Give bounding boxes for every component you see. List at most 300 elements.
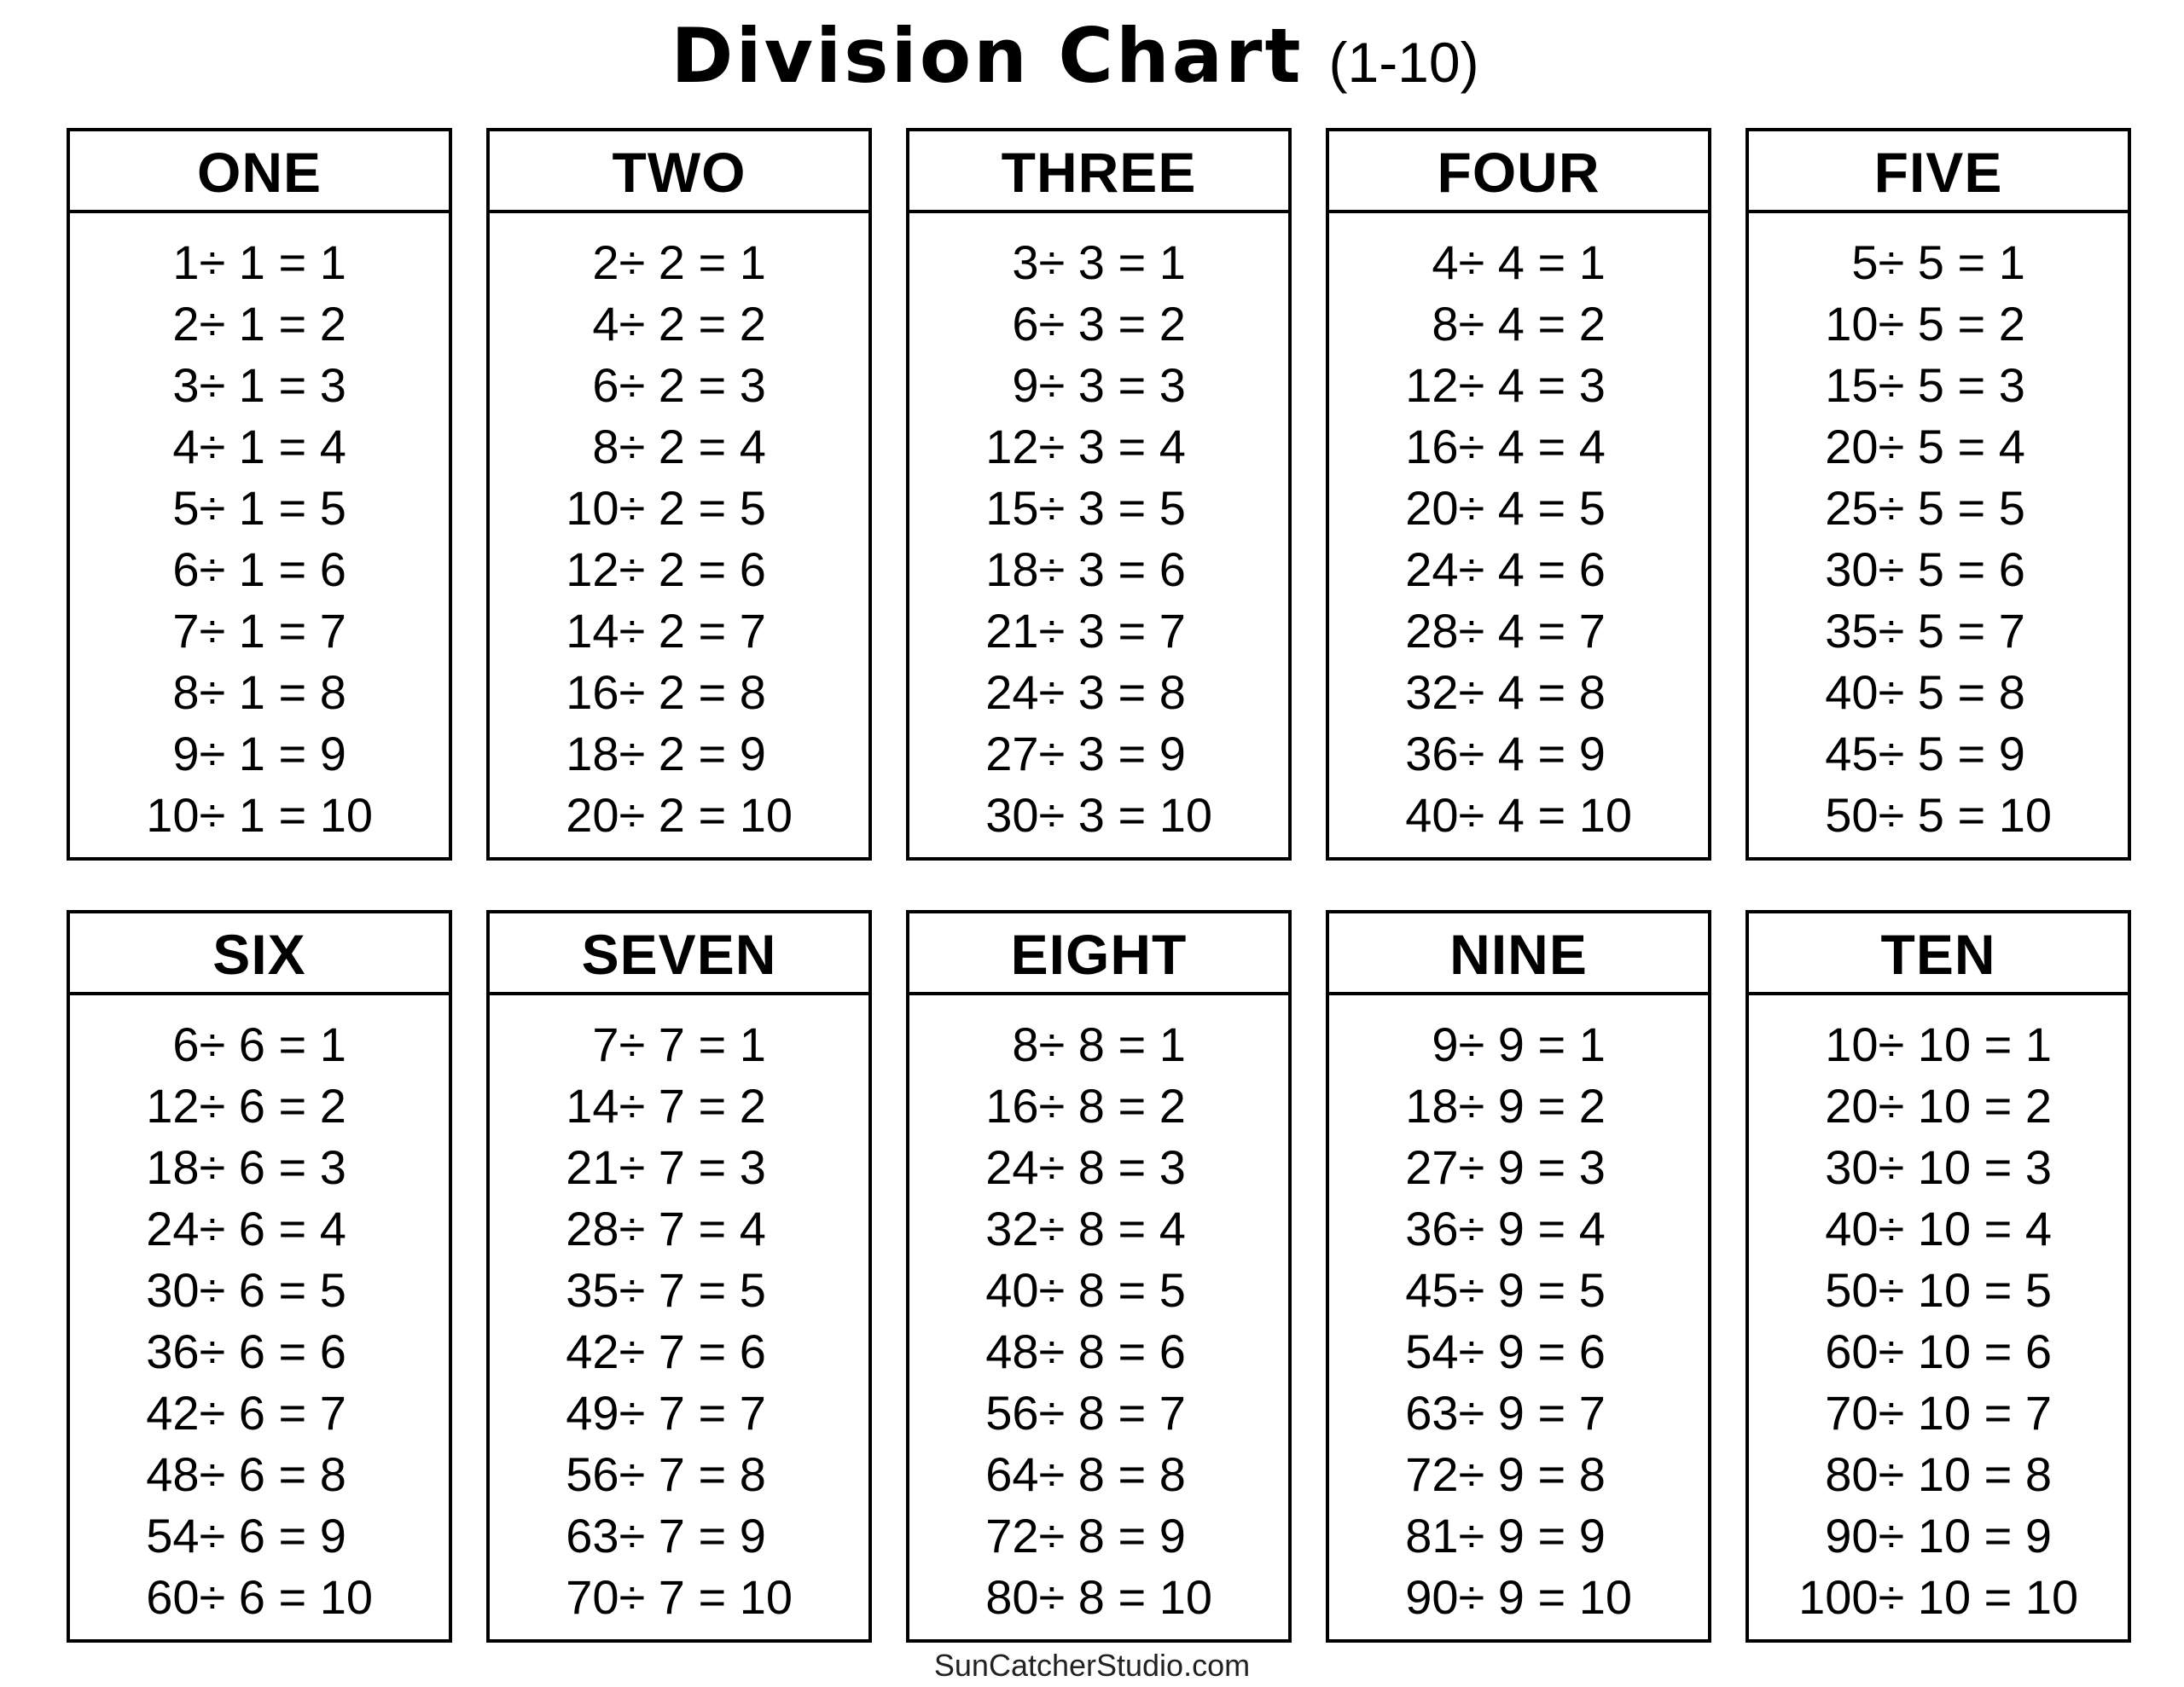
divisor-and-quotient: ÷ 3 = 6 — [1038, 542, 1186, 596]
divisor-and-quotient: ÷ 4 = 3 — [1458, 358, 1606, 412]
division-fact — [1405, 293, 1633, 355]
division-fact — [1405, 1260, 1633, 1321]
division-fact — [1405, 1567, 1633, 1628]
dividend: 5 — [172, 481, 200, 535]
divisor-and-quotient: ÷ 8 = 7 — [1038, 1386, 1186, 1440]
division-fact — [1798, 1260, 2079, 1321]
dividend: 21 — [985, 604, 1039, 658]
dividend: 5 — [1851, 235, 1879, 289]
divisor-and-quotient: ÷ 4 = 5 — [1458, 481, 1606, 535]
dividend: 16 — [1405, 420, 1459, 473]
division-fact — [146, 355, 374, 416]
division-fact — [985, 785, 1213, 846]
fact-list — [985, 232, 1213, 857]
divisor-and-quotient: ÷ 7 = 10 — [619, 1570, 793, 1624]
dividend: 50 — [1825, 788, 1879, 842]
divisor-and-quotient: ÷ 9 = 7 — [1458, 1386, 1606, 1440]
dividend: 10 — [1825, 297, 1879, 351]
dividend: 12 — [146, 1079, 200, 1133]
divisor-and-quotient: ÷ 1 = 8 — [199, 665, 346, 719]
dividend: 72 — [1405, 1447, 1459, 1501]
divisor-and-quotient: ÷ 10 = 9 — [1878, 1509, 2053, 1562]
division-fact — [1405, 539, 1633, 600]
divisor-and-quotient: ÷ 2 = 6 — [619, 542, 766, 596]
division-fact — [1405, 416, 1633, 478]
dividend: 20 — [1405, 481, 1459, 535]
division-fact — [985, 1383, 1213, 1444]
dividend: 27 — [1405, 1140, 1459, 1194]
division-fact — [985, 1137, 1213, 1198]
dividend: 10 — [146, 788, 200, 842]
division-fact — [1405, 723, 1633, 785]
divisor-and-quotient: ÷ 1 = 10 — [199, 788, 374, 842]
table-heading: FOUR — [1329, 131, 1708, 213]
division-fact — [985, 232, 1213, 293]
dividend: 90 — [1825, 1509, 1879, 1562]
fact-list — [146, 232, 374, 857]
divisor-and-quotient: ÷ 3 = 9 — [1038, 727, 1186, 780]
divisor-and-quotient: ÷ 1 = 7 — [199, 604, 346, 658]
dividend: 54 — [146, 1509, 200, 1562]
divisor-and-quotient: ÷ 6 = 8 — [199, 1447, 346, 1501]
division-fact — [146, 539, 374, 600]
dividend: 12 — [566, 542, 619, 596]
division-fact — [566, 600, 793, 662]
division-fact — [1825, 785, 2053, 846]
divisor-and-quotient: ÷ 2 = 5 — [619, 481, 766, 535]
divisor-and-quotient: ÷ 9 = 10 — [1458, 1570, 1633, 1624]
dividend: 20 — [566, 788, 619, 842]
divisor-and-quotient: ÷ 5 = 9 — [1878, 727, 2025, 780]
dividend: 2 — [592, 235, 619, 289]
division-fact — [146, 1014, 374, 1075]
dividend: 24 — [985, 1140, 1039, 1194]
division-fact — [1825, 293, 2053, 355]
divisor-and-quotient: ÷ 2 = 7 — [619, 604, 766, 658]
table-heading: FIVE — [1749, 131, 2128, 213]
divisor-and-quotient: ÷ 2 = 8 — [619, 665, 766, 719]
dividend: 36 — [1405, 727, 1459, 780]
divisor-and-quotient: ÷ 9 = 3 — [1458, 1140, 1606, 1194]
divisor-and-quotient: ÷ 4 = 10 — [1458, 788, 1633, 842]
fact-list — [985, 1014, 1213, 1639]
division-fact — [985, 416, 1213, 478]
divisor-and-quotient: ÷ 2 = 10 — [619, 788, 793, 842]
division-fact — [1798, 1075, 2079, 1137]
division-fact — [1798, 1137, 2079, 1198]
division-table-seven — [486, 910, 872, 1643]
division-fact — [1405, 478, 1633, 539]
divisor-and-quotient: ÷ 5 = 3 — [1878, 358, 2025, 412]
divisor-and-quotient: ÷ 7 = 1 — [619, 1017, 766, 1071]
divisor-and-quotient: ÷ 8 = 9 — [1038, 1509, 1186, 1562]
divisor-and-quotient: ÷ 7 = 4 — [619, 1202, 766, 1255]
dividend: 36 — [1405, 1202, 1459, 1255]
dividend: 64 — [985, 1447, 1039, 1501]
division-fact — [566, 1505, 793, 1567]
dividend: 49 — [566, 1386, 619, 1440]
division-fact — [566, 1444, 793, 1505]
divisor-and-quotient: ÷ 10 = 4 — [1878, 1202, 2053, 1255]
table-heading: ONE — [70, 131, 449, 213]
dividend: 15 — [1825, 358, 1879, 412]
division-fact — [146, 232, 374, 293]
division-table-two — [486, 128, 872, 861]
dividend: 7 — [592, 1017, 619, 1071]
division-fact — [566, 1383, 793, 1444]
dividend: 10 — [566, 481, 619, 535]
divisor-and-quotient: ÷ 4 = 8 — [1458, 665, 1606, 719]
dividend: 63 — [566, 1509, 619, 1562]
dividend: 4 — [172, 420, 200, 473]
dividend: 24 — [985, 665, 1039, 719]
division-fact — [1825, 478, 2053, 539]
divisor-and-quotient: ÷ 3 = 2 — [1038, 297, 1186, 351]
dividend: 50 — [1825, 1263, 1879, 1317]
division-fact — [1798, 1444, 2079, 1505]
dividend: 24 — [146, 1202, 200, 1255]
division-fact — [146, 1321, 374, 1383]
divisor-and-quotient: ÷ 1 = 9 — [199, 727, 346, 780]
divisor-and-quotient: ÷ 2 = 1 — [619, 235, 766, 289]
divisor-and-quotient: ÷ 3 = 7 — [1038, 604, 1186, 658]
dividend: 6 — [1012, 297, 1039, 351]
division-fact — [1405, 600, 1633, 662]
divisor-and-quotient: ÷ 7 = 9 — [619, 1509, 766, 1562]
dividend: 27 — [985, 727, 1039, 780]
dividend: 10 — [1825, 1017, 1879, 1071]
division-fact — [566, 539, 793, 600]
division-fact — [985, 723, 1213, 785]
divisor-and-quotient: ÷ 10 = 5 — [1878, 1263, 2053, 1317]
divisor-and-quotient: ÷ 6 = 4 — [199, 1202, 346, 1255]
division-fact — [146, 1198, 374, 1260]
division-table-ten — [1745, 910, 2131, 1643]
divisor-and-quotient: ÷ 10 = 7 — [1878, 1386, 2053, 1440]
division-fact — [146, 785, 374, 846]
divisor-and-quotient: ÷ 3 = 8 — [1038, 665, 1186, 719]
divisor-and-quotient: ÷ 6 = 1 — [199, 1017, 346, 1071]
table-heading: TWO — [490, 131, 868, 213]
division-fact — [985, 1014, 1213, 1075]
footer-credit: SunCatcherStudio.com — [933, 1648, 1251, 1683]
division-fact — [146, 723, 374, 785]
divisor-and-quotient: ÷ 7 = 8 — [619, 1447, 766, 1501]
division-fact — [566, 1321, 793, 1383]
division-fact — [566, 1075, 793, 1137]
division-fact — [146, 1505, 374, 1567]
divisor-and-quotient: ÷ 7 = 2 — [619, 1079, 766, 1133]
division-fact — [1825, 662, 2053, 723]
dividend: 30 — [1825, 542, 1879, 596]
dividend: 32 — [1405, 665, 1459, 719]
dividend: 8 — [592, 420, 619, 473]
division-fact — [146, 662, 374, 723]
dividend: 54 — [1405, 1325, 1459, 1378]
divisor-and-quotient: ÷ 1 = 1 — [199, 235, 346, 289]
dividend: 28 — [1405, 604, 1459, 658]
division-fact — [1405, 662, 1633, 723]
dividend: 100 — [1798, 1570, 1879, 1624]
division-fact — [146, 1444, 374, 1505]
dividend: 18 — [146, 1140, 200, 1194]
divisor-and-quotient: ÷ 1 = 6 — [199, 542, 346, 596]
dividend: 72 — [985, 1509, 1039, 1562]
dividend: 28 — [566, 1202, 619, 1255]
division-fact — [1798, 1505, 2079, 1567]
division-fact — [566, 1198, 793, 1260]
dividend: 40 — [985, 1263, 1039, 1317]
divisor-and-quotient: ÷ 7 = 3 — [619, 1140, 766, 1194]
divisor-and-quotient: ÷ 3 = 5 — [1038, 481, 1186, 535]
division-fact — [1405, 1137, 1633, 1198]
dividend: 30 — [985, 788, 1039, 842]
table-heading: SIX — [70, 913, 449, 995]
divisor-and-quotient: ÷ 8 = 3 — [1038, 1140, 1186, 1194]
division-fact — [1798, 1014, 2079, 1075]
divisor-and-quotient: ÷ 1 = 2 — [199, 297, 346, 351]
divisor-and-quotient: ÷ 8 = 5 — [1038, 1263, 1186, 1317]
division-fact — [146, 1383, 374, 1444]
division-fact — [146, 1137, 374, 1198]
divisor-and-quotient: ÷ 1 = 4 — [199, 420, 346, 473]
division-fact — [566, 293, 793, 355]
dividend: 56 — [985, 1386, 1039, 1440]
dividend: 3 — [172, 358, 200, 412]
division-fact — [985, 1567, 1213, 1628]
divisor-and-quotient: ÷ 5 = 2 — [1878, 297, 2025, 351]
dividend: 20 — [1825, 1079, 1879, 1133]
division-fact — [985, 1198, 1213, 1260]
page-title — [0, 12, 2184, 100]
division-table-six — [67, 910, 452, 1643]
divisor-and-quotient: ÷ 5 = 1 — [1878, 235, 2025, 289]
divisor-and-quotient: ÷ 5 = 5 — [1878, 481, 2025, 535]
dividend: 48 — [146, 1447, 200, 1501]
division-fact — [1405, 1014, 1633, 1075]
divisor-and-quotient: ÷ 2 = 3 — [619, 358, 766, 412]
divisor-and-quotient: ÷ 6 = 2 — [199, 1079, 346, 1133]
divisor-and-quotient: ÷ 9 = 6 — [1458, 1325, 1606, 1378]
division-fact — [566, 1260, 793, 1321]
division-fact — [985, 355, 1213, 416]
dividend: 24 — [1405, 542, 1459, 596]
division-fact — [146, 1567, 374, 1628]
divisor-and-quotient: ÷ 10 = 3 — [1878, 1140, 2053, 1194]
dividend: 81 — [1405, 1509, 1459, 1562]
divisor-and-quotient: ÷ 6 = 5 — [199, 1263, 346, 1317]
fact-list — [1405, 1014, 1633, 1639]
dividend: 8 — [1012, 1017, 1039, 1071]
divisor-and-quotient: ÷ 4 = 1 — [1458, 235, 1606, 289]
fact-list — [1798, 1014, 2079, 1639]
division-fact — [985, 662, 1213, 723]
dividend: 60 — [1825, 1325, 1879, 1378]
divisor-and-quotient: ÷ 1 = 5 — [199, 481, 346, 535]
dividend: 8 — [172, 665, 200, 719]
division-fact — [1405, 1198, 1633, 1260]
divisor-and-quotient: ÷ 4 = 4 — [1458, 420, 1606, 473]
division-table-one — [67, 128, 452, 861]
dividend: 60 — [146, 1570, 200, 1624]
dividend: 40 — [1825, 1202, 1879, 1255]
divisor-and-quotient: ÷ 10 = 8 — [1878, 1447, 2053, 1501]
title-main: Division Chart — [671, 12, 1304, 100]
divisor-and-quotient: ÷ 7 = 5 — [619, 1263, 766, 1317]
divisor-and-quotient: ÷ 2 = 2 — [619, 297, 766, 351]
division-fact — [146, 416, 374, 478]
division-table-five — [1745, 128, 2131, 861]
divisor-and-quotient: ÷ 8 = 4 — [1038, 1202, 1186, 1255]
divisor-and-quotient: ÷ 10 = 2 — [1878, 1079, 2053, 1133]
division-fact — [566, 723, 793, 785]
divisor-and-quotient: ÷ 5 = 10 — [1878, 788, 2053, 842]
divisor-and-quotient: ÷ 6 = 6 — [199, 1325, 346, 1378]
division-fact — [1798, 1198, 2079, 1260]
divisor-and-quotient: ÷ 4 = 7 — [1458, 604, 1606, 658]
fact-list — [1405, 232, 1633, 857]
dividend: 14 — [566, 1079, 619, 1133]
division-table-three — [906, 128, 1292, 861]
division-fact — [566, 1014, 793, 1075]
dividend: 80 — [985, 1570, 1039, 1624]
dividend: 25 — [1825, 481, 1879, 535]
divisor-and-quotient: ÷ 9 = 5 — [1458, 1263, 1606, 1317]
divisor-and-quotient: ÷ 8 = 10 — [1038, 1570, 1213, 1624]
dividend: 12 — [1405, 358, 1459, 412]
division-tables-grid — [67, 128, 2131, 1643]
table-heading: THREE — [909, 131, 1288, 213]
division-fact — [1825, 600, 2053, 662]
division-fact — [985, 539, 1213, 600]
dividend: 45 — [1405, 1263, 1459, 1317]
division-fact — [146, 478, 374, 539]
dividend: 32 — [985, 1202, 1039, 1255]
dividend: 30 — [1825, 1140, 1879, 1194]
divisor-and-quotient: ÷ 10 = 1 — [1878, 1017, 2053, 1071]
division-fact — [566, 416, 793, 478]
dividend: 42 — [566, 1325, 619, 1378]
division-table-eight — [906, 910, 1292, 1643]
division-fact — [1825, 723, 2053, 785]
division-fact — [146, 1075, 374, 1137]
dividend: 90 — [1405, 1570, 1459, 1624]
division-fact — [1798, 1321, 2079, 1383]
dividend: 12 — [985, 420, 1039, 473]
fact-list — [146, 1014, 374, 1639]
dividend: 1 — [172, 235, 200, 289]
dividend: 9 — [172, 727, 200, 780]
divisor-and-quotient: ÷ 6 = 7 — [199, 1386, 346, 1440]
division-fact — [1405, 785, 1633, 846]
division-fact — [1405, 1383, 1633, 1444]
divisor-and-quotient: ÷ 2 = 9 — [619, 727, 766, 780]
division-fact — [985, 600, 1213, 662]
divisor-and-quotient: ÷ 3 = 3 — [1038, 358, 1186, 412]
dividend: 42 — [146, 1386, 200, 1440]
dividend: 56 — [566, 1447, 619, 1501]
dividend: 9 — [1432, 1017, 1459, 1071]
dividend: 16 — [566, 665, 619, 719]
dividend: 4 — [592, 297, 619, 351]
division-fact — [1798, 1567, 2079, 1628]
dividend: 63 — [1405, 1386, 1459, 1440]
divisor-and-quotient: ÷ 9 = 9 — [1458, 1509, 1606, 1562]
dividend: 7 — [172, 604, 200, 658]
dividend: 6 — [172, 1017, 200, 1071]
dividend: 9 — [1012, 358, 1039, 412]
divisor-and-quotient: ÷ 7 = 6 — [619, 1325, 766, 1378]
divisor-and-quotient: ÷ 6 = 10 — [199, 1570, 374, 1624]
divisor-and-quotient: ÷ 5 = 7 — [1878, 604, 2025, 658]
division-fact — [566, 662, 793, 723]
divisor-and-quotient: ÷ 8 = 6 — [1038, 1325, 1186, 1378]
table-heading: SEVEN — [490, 913, 868, 995]
divisor-and-quotient: ÷ 4 = 2 — [1458, 297, 1606, 351]
table-heading: TEN — [1749, 913, 2128, 995]
divisor-and-quotient: ÷ 8 = 8 — [1038, 1447, 1186, 1501]
divisor-and-quotient: ÷ 9 = 1 — [1458, 1017, 1606, 1071]
division-fact — [985, 1075, 1213, 1137]
division-fact — [1825, 539, 2053, 600]
dividend: 48 — [985, 1325, 1039, 1378]
divisor-and-quotient: ÷ 5 = 8 — [1878, 665, 2025, 719]
divisor-and-quotient: ÷ 3 = 10 — [1038, 788, 1213, 842]
dividend: 36 — [146, 1325, 200, 1378]
dividend: 70 — [1825, 1386, 1879, 1440]
dividend: 35 — [1825, 604, 1879, 658]
dividend: 45 — [1825, 727, 1879, 780]
division-fact — [985, 293, 1213, 355]
dividend: 35 — [566, 1263, 619, 1317]
divisor-and-quotient: ÷ 4 = 9 — [1458, 727, 1606, 780]
dividend: 18 — [985, 542, 1039, 596]
division-fact — [1798, 1383, 2079, 1444]
division-fact — [1825, 355, 2053, 416]
division-fact — [1825, 232, 2053, 293]
division-fact — [146, 600, 374, 662]
divisor-and-quotient: ÷ 6 = 9 — [199, 1509, 346, 1562]
divisor-and-quotient: ÷ 9 = 2 — [1458, 1079, 1606, 1133]
dividend: 16 — [985, 1079, 1039, 1133]
division-fact — [566, 478, 793, 539]
divisor-and-quotient: ÷ 5 = 4 — [1878, 420, 2025, 473]
dividend: 6 — [172, 542, 200, 596]
dividend: 18 — [566, 727, 619, 780]
dividend: 18 — [1405, 1079, 1459, 1133]
divisor-and-quotient: ÷ 2 = 4 — [619, 420, 766, 473]
division-fact — [985, 1260, 1213, 1321]
fact-list — [566, 232, 793, 857]
divisor-and-quotient: ÷ 7 = 7 — [619, 1386, 766, 1440]
dividend: 20 — [1825, 420, 1879, 473]
division-fact — [1405, 1505, 1633, 1567]
division-fact — [985, 1505, 1213, 1567]
dividend: 21 — [566, 1140, 619, 1194]
divisor-and-quotient: ÷ 8 = 1 — [1038, 1017, 1186, 1071]
divisor-and-quotient: ÷ 4 = 6 — [1458, 542, 1606, 596]
division-fact — [566, 355, 793, 416]
dividend: 80 — [1825, 1447, 1879, 1501]
divisor-and-quotient: ÷ 6 = 3 — [199, 1140, 346, 1194]
dividend: 8 — [1432, 297, 1459, 351]
divisor-and-quotient: ÷ 9 = 8 — [1458, 1447, 1606, 1501]
division-fact — [566, 785, 793, 846]
division-table-nine — [1326, 910, 1711, 1643]
division-fact — [566, 232, 793, 293]
division-fact — [566, 1567, 793, 1628]
division-fact — [985, 478, 1213, 539]
